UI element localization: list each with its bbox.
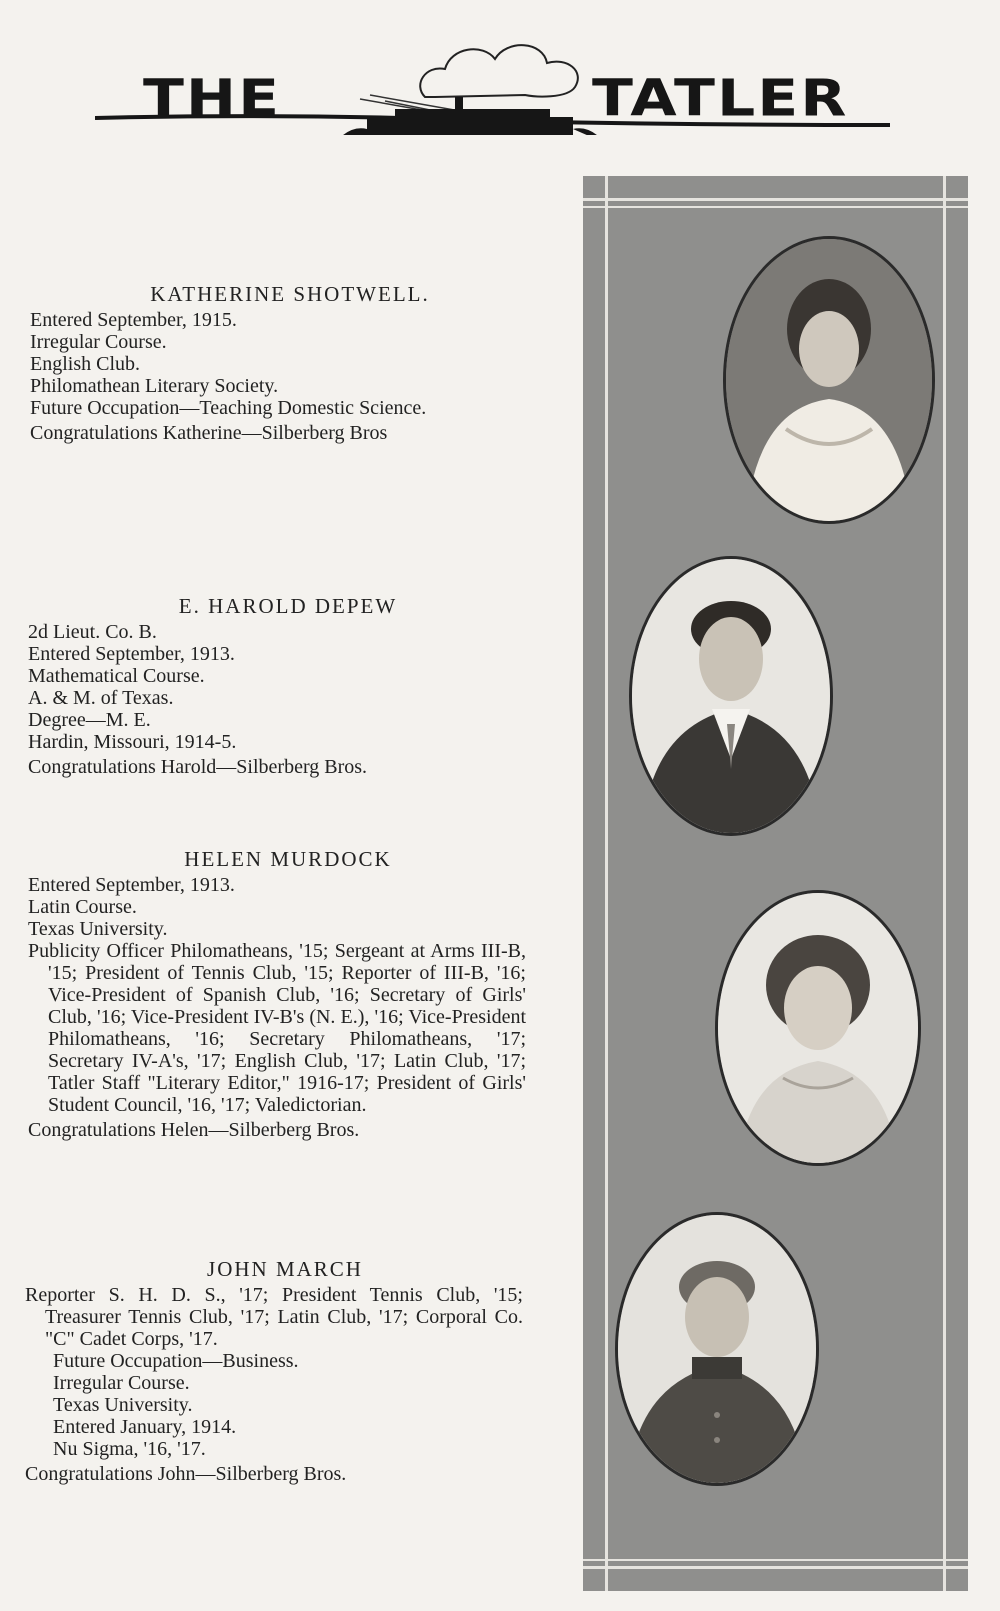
panel-rule	[583, 206, 968, 208]
student-name: E. HAROLD DEPEW	[178, 594, 398, 618]
woman-portrait-icon	[718, 893, 918, 1163]
woman-portrait-icon	[726, 239, 932, 521]
congratulations-line: Congratulations John—Silberberg Bros.	[25, 1463, 347, 1485]
entry-line: Entered September, 1913.	[28, 874, 235, 896]
entry-line: Hardin, Missouri, 1914-5.	[28, 731, 237, 753]
uniformed-man-portrait-icon	[618, 1215, 816, 1483]
entry-line: Degree—M. E.	[28, 709, 151, 731]
entry-line: Texas University.	[53, 1394, 193, 1416]
entry-line: Mathematical Course.	[28, 665, 205, 687]
panel-rule	[583, 198, 968, 201]
masthead-right-word: TATLER	[592, 68, 849, 129]
entry-line: Irregular Course.	[53, 1372, 190, 1394]
entry-line: Future Occupation—Teaching Domestic Science.	[30, 397, 427, 419]
entry-line: Entered September, 1915.	[30, 309, 237, 331]
portrait-katherine-shotwell	[723, 236, 935, 524]
student-name: JOHN MARCH	[207, 1257, 363, 1281]
photo-panel	[583, 176, 968, 1591]
panel-rule	[943, 176, 946, 1591]
congratulations-line: Congratulations Harold—Silberberg Bros.	[28, 756, 368, 778]
entry-line: Entered September, 1913.	[28, 643, 235, 665]
entry-activities: Publicity Officer Philomatheans, '15; Sergeant at Arms III-B, '15; President of Tennis Club, '15; Reporter of III-B, '16; Vice-President of Spanish Club, '16; Secretary of Girls' Club, '16; Vice-President IV-B's (N. E.), '16; Vice-President Philomatheans, '16; Secretary Philomatheans, '17; Secretary IV-A's, '17; English Club, '17; Latin Club, '17; Tatler Staff "Literary Editor," 1916-17; President of Girls' Student Council, '16, '17; Valedictorian.	[28, 940, 526, 1116]
portrait-john-march	[615, 1212, 819, 1486]
portrait-helen-murdock	[715, 890, 921, 1166]
entry-line: Irregular Course.	[30, 331, 167, 353]
entry-line: Latin Course.	[28, 896, 137, 918]
student-entry-helen-murdock	[28, 848, 528, 1141]
entry-line: 2d Lieut. Co. B.	[28, 621, 157, 643]
student-entry-john-march	[25, 1258, 525, 1485]
entry-line: Nu Sigma, '16, '17.	[53, 1438, 206, 1460]
man-portrait-icon	[632, 559, 830, 833]
entry-line: Philomathean Literary Society.	[30, 375, 279, 397]
masthead-left-word: THE	[143, 68, 282, 129]
panel-rule	[583, 1566, 968, 1569]
portrait-harold-depew	[629, 556, 833, 836]
entry-line: English Club.	[30, 353, 141, 375]
panel-rule	[583, 1559, 968, 1561]
student-name: HELEN MURDOCK	[184, 847, 392, 871]
congratulations-line: Congratulations Helen—Silberberg Bros.	[28, 1119, 360, 1141]
entry-line: Future Occupation—Business.	[53, 1350, 299, 1372]
student-entry-harold-depew	[28, 595, 528, 778]
entry-line: Texas University.	[28, 918, 168, 940]
congratulations-line: Congratulations Katherine—Silberberg Bros	[30, 422, 388, 444]
masthead	[95, 25, 905, 135]
entry-line: Entered January, 1914.	[53, 1416, 237, 1438]
student-name: KATHERINE SHOTWELL.	[150, 282, 430, 306]
student-entry-katherine-shotwell	[30, 283, 530, 444]
panel-rule	[605, 176, 608, 1591]
entry-activities: Reporter S. H. D. S., '17; President Tennis Club, '15; Treasurer Tennis Club, '17; Latin Club, '17; Corporal Co. "C" Cadet Corps, '17.	[25, 1284, 523, 1350]
entry-line: A. & M. of Texas.	[28, 687, 174, 709]
